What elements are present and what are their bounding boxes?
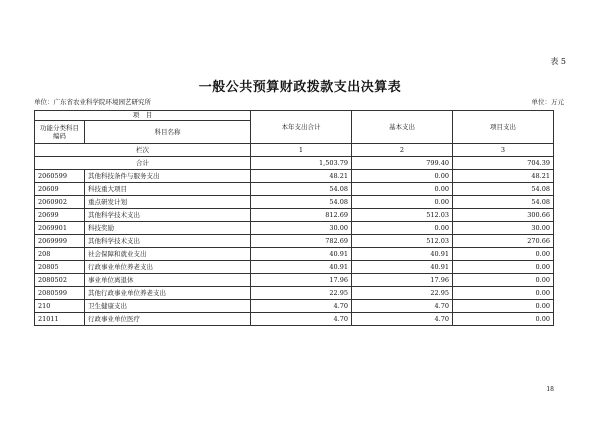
total-row-label: 合计 — [35, 157, 251, 170]
cell-code: 210 — [35, 300, 85, 313]
cell-total: 4.70 — [251, 313, 352, 326]
cell-basic: 40.91 — [352, 248, 453, 261]
cell-total: 30.00 — [251, 222, 352, 235]
cell-total: 40.91 — [251, 248, 352, 261]
cell-project: 0.00 — [453, 300, 554, 313]
cell-code: 208 — [35, 248, 85, 261]
cell-project: 0.00 — [453, 313, 554, 326]
cell-total: 812.69 — [251, 209, 352, 222]
total-row-total: 1,503.79 — [251, 157, 352, 170]
cell-basic: 4.70 — [352, 300, 453, 313]
cell-name: 卫生健康支出 — [85, 300, 251, 313]
cell-code: 2060599 — [35, 170, 85, 183]
table-row — [35, 261, 554, 274]
total-column-header: 本年支出合计 — [251, 111, 352, 144]
table-row — [35, 274, 554, 287]
cell-basic: 0.00 — [352, 170, 453, 183]
table-number: 表 5 — [550, 57, 566, 66]
cell-code: 2069901 — [35, 222, 85, 235]
table-row — [35, 222, 554, 235]
cell-project: 30.00 — [453, 222, 554, 235]
currency-unit-label: 单位：万元 — [531, 98, 564, 106]
table-row — [35, 313, 554, 326]
cell-project: 0.00 — [453, 261, 554, 274]
cell-code: 2069999 — [35, 235, 85, 248]
table-row — [35, 300, 554, 313]
basic-column-header: 基本支出 — [352, 111, 453, 144]
cell-total: 54.08 — [251, 196, 352, 209]
cell-project: 54.08 — [453, 196, 554, 209]
table-row — [35, 287, 554, 300]
cell-project: 300.66 — [453, 209, 554, 222]
cell-basic: 4.70 — [352, 313, 453, 326]
cell-project: 48.21 — [453, 170, 554, 183]
cell-project: 270.66 — [453, 235, 554, 248]
cell-code: 2080502 — [35, 274, 85, 287]
cell-basic: 17.96 — [352, 274, 453, 287]
cell-basic: 0.00 — [352, 196, 453, 209]
total-row-basic: 799.40 — [352, 157, 453, 170]
cell-name: 行政事业单位养老支出 — [85, 261, 251, 274]
cell-basic: 40.91 — [352, 261, 453, 274]
item-group-header: 项 目 — [35, 111, 251, 121]
cell-name: 其他科技条件与服务支出 — [85, 170, 251, 183]
cell-code: 20805 — [35, 261, 85, 274]
cell-total: 40.91 — [251, 261, 352, 274]
table-row — [35, 209, 554, 222]
cell-project: 0.00 — [453, 274, 554, 287]
cell-total: 22.95 — [251, 287, 352, 300]
column-index-2: 2 — [352, 144, 453, 157]
cell-name: 科技奖励 — [85, 222, 251, 235]
table-row — [35, 235, 554, 248]
cell-name: 其他科学技术支出 — [85, 209, 251, 222]
cell-name: 行政事业单位医疗 — [85, 313, 251, 326]
cell-project: 0.00 — [453, 248, 554, 261]
total-row — [35, 157, 554, 170]
cell-name: 重点研发计划 — [85, 196, 251, 209]
table-header — [35, 111, 554, 170]
cell-project: 0.00 — [453, 287, 554, 300]
cell-total: 782.69 — [251, 235, 352, 248]
expenditure-table — [34, 110, 554, 326]
table-row — [35, 183, 554, 196]
cell-code: 2080599 — [35, 287, 85, 300]
cell-code: 21011 — [35, 313, 85, 326]
page-title: 一般公共预算财政拨款支出决算表 — [198, 80, 402, 95]
cell-total: 4.70 — [251, 300, 352, 313]
column-index-3: 3 — [453, 144, 554, 157]
cell-basic: 22.95 — [352, 287, 453, 300]
cell-total: 54.08 — [251, 183, 352, 196]
project-column-header: 项目支出 — [453, 111, 554, 144]
table-row — [35, 248, 554, 261]
cell-code: 20699 — [35, 209, 85, 222]
cell-basic: 0.00 — [352, 183, 453, 196]
cell-code: 2060902 — [35, 196, 85, 209]
code-column-header: 功能分类科目编码 — [35, 121, 85, 144]
row-index-label: 栏次 — [35, 144, 251, 157]
table-body — [35, 170, 554, 326]
table-row — [35, 170, 554, 183]
cell-name: 其他行政事业单位养老支出 — [85, 287, 251, 300]
table-row — [35, 196, 554, 209]
cell-total: 17.96 — [251, 274, 352, 287]
total-row-project: 704.39 — [453, 157, 554, 170]
name-column-header: 科目名称 — [85, 121, 251, 144]
cell-name: 其他科学技术支出 — [85, 235, 251, 248]
cell-name: 社会保障和就业支出 — [85, 248, 251, 261]
cell-project: 54.08 — [453, 183, 554, 196]
cell-basic: 512.03 — [352, 209, 453, 222]
cell-name: 科技重大项目 — [85, 183, 251, 196]
cell-code: 20609 — [35, 183, 85, 196]
cell-total: 48.21 — [251, 170, 352, 183]
column-index-1: 1 — [251, 144, 352, 157]
cell-basic: 0.00 — [352, 222, 453, 235]
cell-basic: 512.03 — [352, 235, 453, 248]
organization-label: 单位：广东省农业科学院环境园艺研究所 — [34, 98, 151, 106]
page-number: 18 — [546, 386, 554, 393]
cell-name: 事业单位离退休 — [85, 274, 251, 287]
